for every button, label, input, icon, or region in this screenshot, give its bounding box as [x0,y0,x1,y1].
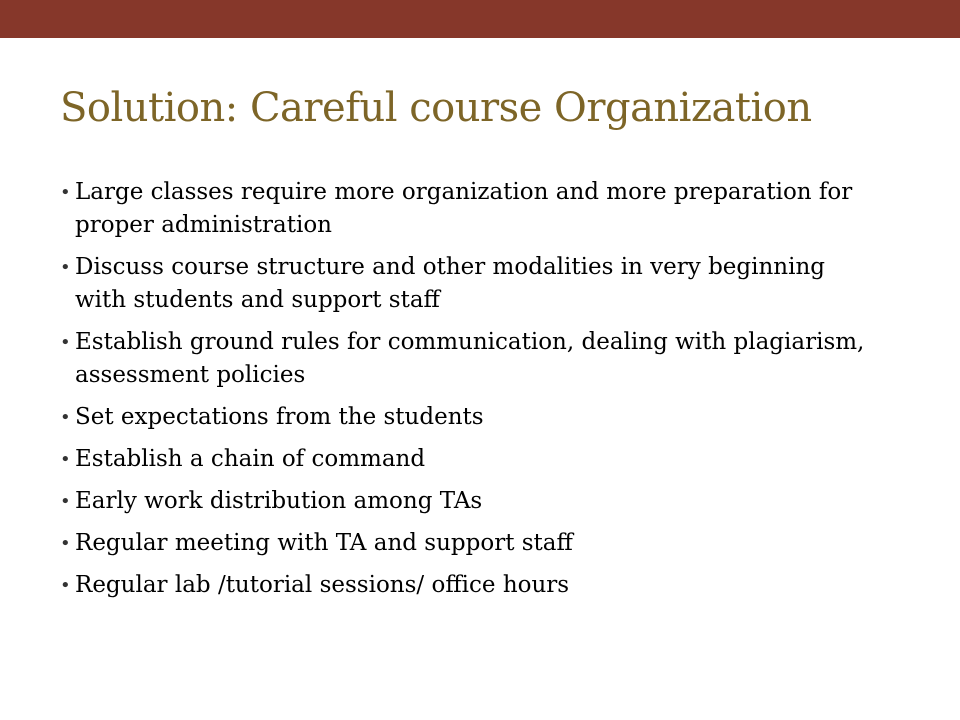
bullet-text: Regular lab /tutorial sessions/ office hours [75,572,570,598]
top-accent-bar [0,0,960,38]
bullet-text: Establish ground rules for communication, dealing with plagiarism, assessment policies [75,329,865,388]
bullet-icon: • [60,533,71,554]
slide-title: Solution: Careful course Organization [60,85,812,131]
bullet-icon: • [60,575,71,596]
bullet-text: Regular meeting with TA and support staff [75,530,573,556]
bullet-text: Early work distribution among TAs [75,488,483,514]
bullet-icon: • [60,182,71,203]
bullet-text: Large classes require more organization and more preparation for proper administration [75,179,853,238]
bullet-item [60,326,880,392]
bullet-item [60,401,880,434]
bullet-item [60,569,880,602]
bullet-list [60,176,880,611]
bullet-item [60,251,880,317]
bullet-item [60,443,880,476]
bullet-item [60,176,880,242]
bullet-icon: • [60,407,71,428]
bullet-text: Establish a chain of command [75,446,426,472]
bullet-icon: • [60,491,71,512]
bullet-text: Discuss course structure and other modalities in very beginning with students and support staff [75,254,826,313]
bullet-icon: • [60,449,71,470]
bullet-item [60,485,880,518]
bullet-icon: • [60,332,71,353]
bullet-item [60,527,880,560]
bullet-text: Set expectations from the students [75,404,484,430]
bullet-icon: • [60,257,71,278]
